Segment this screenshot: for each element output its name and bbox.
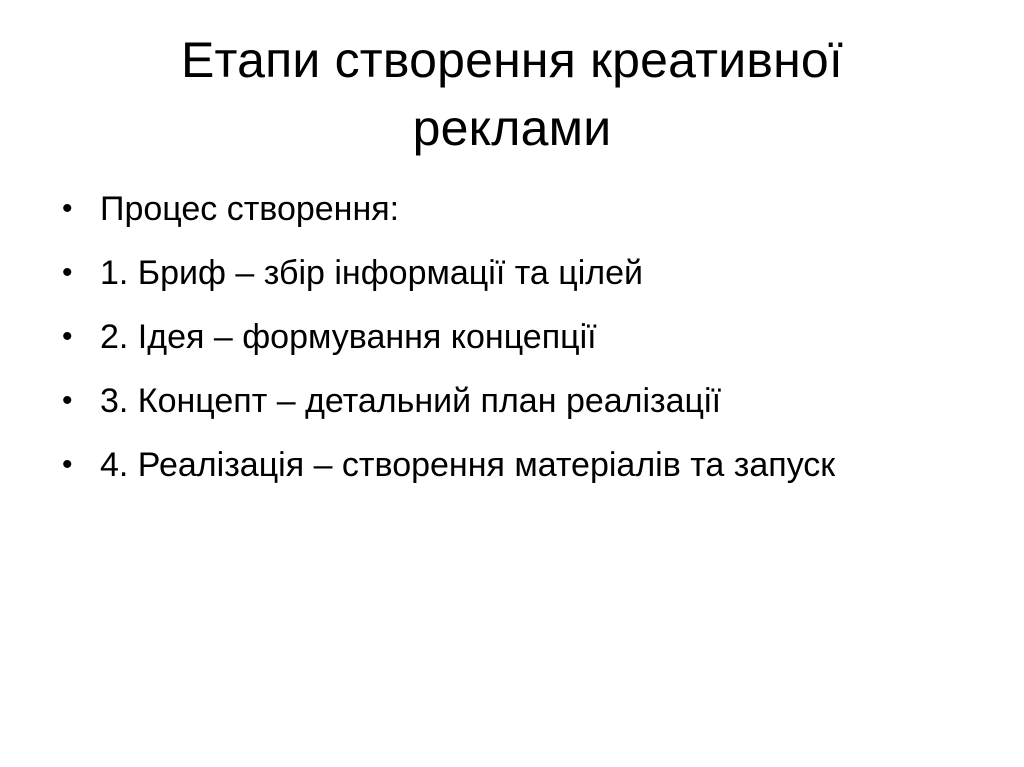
- slide-title-line-1: Етапи створення креативної: [180, 32, 843, 88]
- bullet-list: [60, 184, 940, 504]
- list-item-text: Процес створення:: [100, 190, 400, 228]
- list-item: [60, 184, 940, 234]
- bullet-icon: •: [62, 320, 73, 353]
- slide-title-line-2: реклами: [412, 100, 612, 156]
- bullet-icon: •: [62, 384, 73, 417]
- list-item: [60, 440, 940, 490]
- list-item-text: 1. Бриф – збір інформації та цілей: [100, 254, 644, 292]
- list-item: [60, 248, 940, 298]
- list-item-text: 3. Концепт – детальний план реалізації: [100, 382, 722, 420]
- list-item: [60, 376, 940, 426]
- bullet-icon: •: [62, 256, 73, 289]
- list-item-text: 4. Реалізація – створення матеріалів та запуск: [100, 446, 836, 484]
- list-item-text: 2. Ідея – формування концепції: [100, 318, 597, 356]
- list-item: [60, 312, 940, 362]
- bullet-icon: •: [62, 192, 73, 225]
- slide-title: [80, 26, 944, 162]
- bullet-icon: •: [62, 448, 73, 481]
